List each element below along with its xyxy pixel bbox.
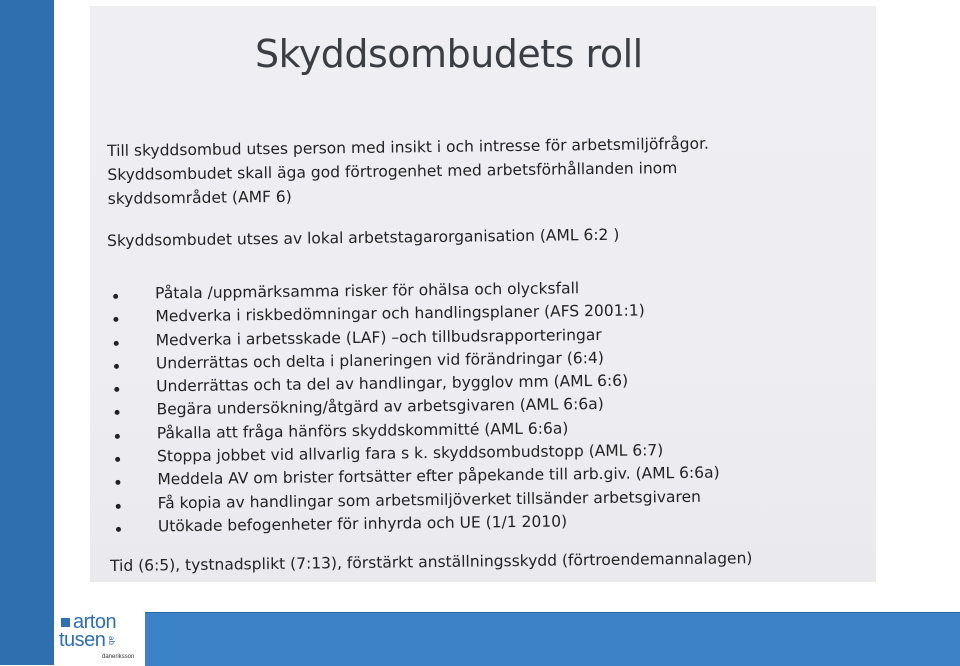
list-item-text: Medverka i riskbedömningar och handlingsplaner (AFS 2001:1) — [155, 301, 645, 326]
intro-line: Till skyddsombud utses person med insikt i och intresse för arbetsmiljöfrågor. — [107, 134, 710, 160]
bullet-icon — [115, 457, 120, 462]
logo-word-tusen: tusen — [59, 629, 106, 651]
bullet-icon — [114, 387, 119, 392]
slide-photo — [90, 6, 876, 582]
logo-subtext: danerikssоn — [102, 654, 135, 660]
appointment-rule: Skyddsombudet utses av lokal arbetstagarorganisation (AML 6:2 ) — [107, 225, 620, 250]
footer-note: Tid (6:5), tystnadsplikt (7:13), förstärkt anställningsskydd (förtroendemannalagen) — [110, 549, 753, 575]
slide-title: Skyddsombudets roll — [255, 32, 643, 76]
bullet-icon — [115, 410, 120, 415]
company-logo — [54, 610, 145, 665]
logo-word-arton: arton — [73, 611, 117, 633]
list-item-text: Få kopia av handlingar som arbetsmiljöverket tillsänder arbetsgivaren — [157, 487, 702, 513]
list-item-text: Påtala /uppmärksamma risker för ohälsa och olycksfall — [154, 279, 580, 303]
bullet-icon — [114, 340, 119, 345]
bullet-icon — [115, 434, 120, 439]
list-item-text: Stoppa jobbet vid allvarlig fara s k. skyddsombudstopp (AML 6:7) — [156, 441, 664, 466]
list-item-text: Utökade befogenheter för inhyrda och UE (1/1 2010) — [157, 512, 568, 536]
bullet-icon — [116, 527, 121, 532]
intro-line: Skyddsombudet skall äga god förtrogenhet med arbetsförhållanden inom — [107, 159, 678, 184]
bottom-accent-bar — [145, 612, 960, 666]
list-item-text: Påkalla att fråga hänförs skyddskommitté (AML 6:6a) — [156, 419, 569, 443]
left-accent-bar — [0, 0, 54, 665]
list-item-text: Meddela AV om brister fortsätter efter påpekande till arb.giv. (AML 6:6a) — [157, 463, 720, 489]
list-item-text: Underrättas och ta del av handlingar, bygglov mm (AML 6:6) — [156, 371, 629, 396]
duties-list — [107, 276, 830, 541]
bullet-icon — [115, 480, 120, 485]
logo-suffix: ab — [107, 636, 116, 645]
list-item-text: Underrättas och delta i planeringen vid förändringar (6:4) — [155, 348, 604, 373]
bullet-icon — [113, 317, 118, 322]
list-item-text: Medverka i arbetsskade (LAF) –och tillbudsrapporteringar — [155, 325, 602, 350]
intro-paragraph — [107, 131, 748, 211]
list-item-text: Begära undersökning/åtgärd av arbetsgivaren (AML 6:6a) — [156, 395, 604, 419]
intro-line: skyddsområdet (AMF 6) — [107, 187, 292, 208]
bullet-icon — [113, 294, 118, 299]
logo-square-icon — [61, 618, 70, 627]
bullet-icon — [114, 364, 119, 369]
bullet-icon — [116, 504, 121, 509]
